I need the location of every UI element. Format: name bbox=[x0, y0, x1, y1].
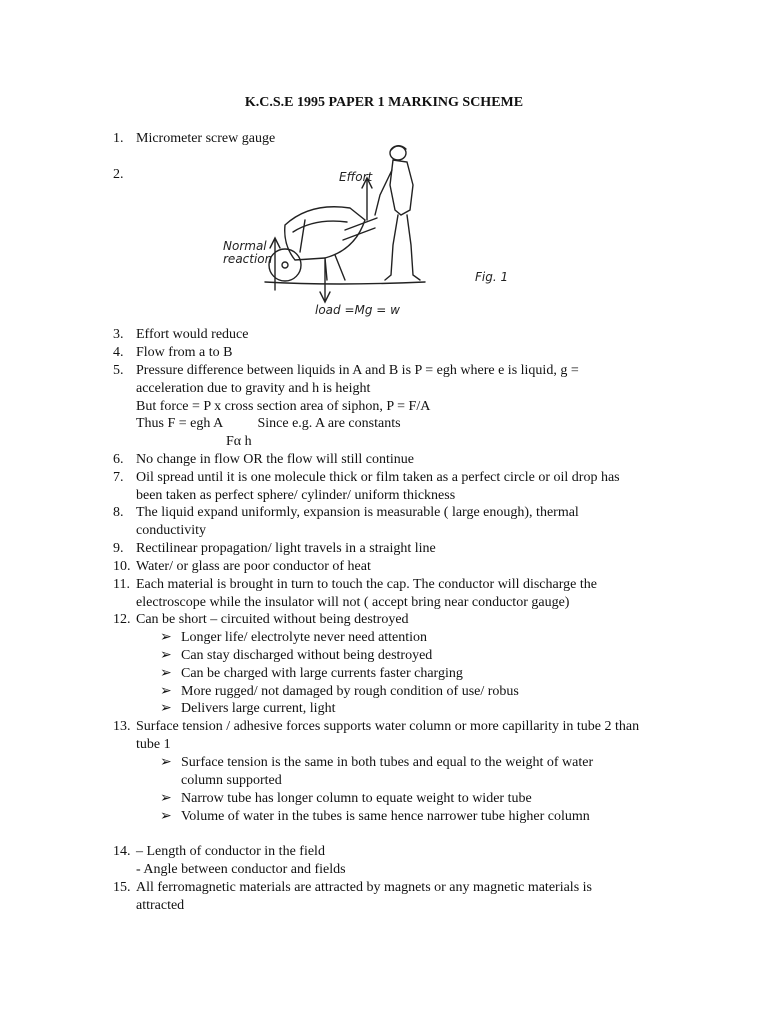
item-text-continuation: electroscope while the insulator will not ( accept bring near conductor gauge) bbox=[136, 595, 570, 610]
bullet-arrow-icon: ➢ bbox=[160, 791, 172, 806]
item-number: 5. bbox=[113, 363, 124, 378]
item-text-continuation: But force = P x cross section area of siphon, P = F/A bbox=[136, 399, 431, 414]
bullet-item: More rugged/ not damaged by rough condition of use/ robus bbox=[181, 684, 519, 699]
normal-reaction-label: Normal reaction bbox=[223, 239, 273, 266]
bullet-arrow-icon: ➢ bbox=[160, 630, 172, 645]
item-text-continuation: conductivity bbox=[136, 523, 206, 538]
bullet-arrow-icon: ➢ bbox=[160, 666, 172, 681]
item-number: 8. bbox=[113, 505, 124, 520]
item-text: Micrometer screw gauge bbox=[136, 131, 276, 146]
item-text: All ferromagnetic materials are attracted by magnets or any magnetic materials is bbox=[136, 880, 592, 895]
item-number: 11. bbox=[113, 577, 130, 592]
item-text: Water/ or glass are poor conductor of heat bbox=[136, 559, 371, 574]
item-number: 6. bbox=[113, 452, 124, 467]
item-number: 12. bbox=[113, 612, 131, 627]
item-number: 2. bbox=[113, 167, 124, 182]
item-number: 7. bbox=[113, 470, 124, 485]
item-number: 3. bbox=[113, 327, 124, 342]
item-text: Surface tension / adhesive forces supports water column or more capillarity in tube 2 than bbox=[136, 719, 640, 734]
item-text-continuation: attracted bbox=[136, 898, 185, 913]
item-text: No change in flow OR the flow will still continue bbox=[136, 452, 415, 467]
item-text: Rectilinear propagation/ light travels in a straight line bbox=[136, 541, 436, 556]
page-title: K.C.S.E 1995 PAPER 1 MARKING SCHEME bbox=[244, 95, 524, 110]
item-text: The liquid expand uniformly, expansion is measurable ( large enough), thermal bbox=[136, 505, 579, 520]
item-number: 4. bbox=[113, 345, 124, 360]
bullet-arrow-icon: ➢ bbox=[160, 809, 172, 824]
bullet-item: Surface tension is the same in both tubes and equal to the weight of water bbox=[181, 755, 594, 770]
item-text: Each material is brought in turn to touch the cap. The conductor will discharge the bbox=[136, 577, 597, 592]
item-number: 1. bbox=[113, 131, 124, 146]
item-number: 14. bbox=[113, 844, 131, 859]
bullet-arrow-icon: ➢ bbox=[160, 648, 172, 663]
item-text-continuation: been taken as perfect sphere/ cylinder/ uniform thickness bbox=[136, 488, 456, 503]
item-text: Oil spread until it is one molecule thick or film taken as a perfect circle or oil drop has bbox=[136, 470, 620, 485]
item-number: 13. bbox=[113, 719, 131, 734]
item-text: Pressure difference between liquids in A and B is P = egh where e is liquid, g = bbox=[136, 363, 579, 378]
item-number: 10. bbox=[113, 559, 131, 574]
bullet-arrow-icon: ➢ bbox=[160, 684, 172, 699]
bullet-item: Can be charged with large currents faster charging bbox=[181, 666, 463, 681]
bullet-item: Can stay discharged without being destroyed bbox=[181, 648, 433, 663]
wheelbarrow-figure bbox=[215, 140, 545, 325]
bullet-arrow-icon: ➢ bbox=[160, 701, 172, 716]
effort-label: Effort bbox=[339, 170, 373, 184]
bullet-item-continuation: column supported bbox=[181, 773, 282, 788]
bullet-item: Narrow tube has longer column to equate weight to wider tube bbox=[181, 791, 532, 806]
item-text-extra: Fα h bbox=[226, 434, 252, 449]
bullet-item: Longer life/ electrolyte never need attention bbox=[181, 630, 428, 645]
item-text-continuation: acceleration due to gravity and h is height bbox=[136, 381, 371, 396]
item-text: Effort would reduce bbox=[136, 327, 249, 342]
item-text-continuation: tube 1 bbox=[136, 737, 171, 752]
item-number: 9. bbox=[113, 541, 124, 556]
wheelbarrow-sketch bbox=[215, 140, 545, 325]
item-text-continuation: Thus F = egh A Since e.g. A are constants bbox=[136, 416, 401, 431]
bullet-item: Delivers large current, light bbox=[181, 701, 336, 716]
figure-label: Fig. 1 bbox=[475, 270, 509, 284]
item-number: 15. bbox=[113, 880, 131, 895]
item-text: Flow from a to B bbox=[136, 345, 233, 360]
bullet-item: Volume of water in the tubes is same hence narrower tube higher column bbox=[181, 809, 590, 824]
item-text: Can be short – circuited without being destroyed bbox=[136, 612, 409, 627]
bullet-arrow-icon: ➢ bbox=[160, 755, 172, 770]
item-text: – Length of conductor in the field bbox=[136, 844, 325, 859]
item-text-continuation: - Angle between conductor and fields bbox=[136, 862, 346, 877]
load-label: load =Mg = w bbox=[315, 303, 400, 317]
